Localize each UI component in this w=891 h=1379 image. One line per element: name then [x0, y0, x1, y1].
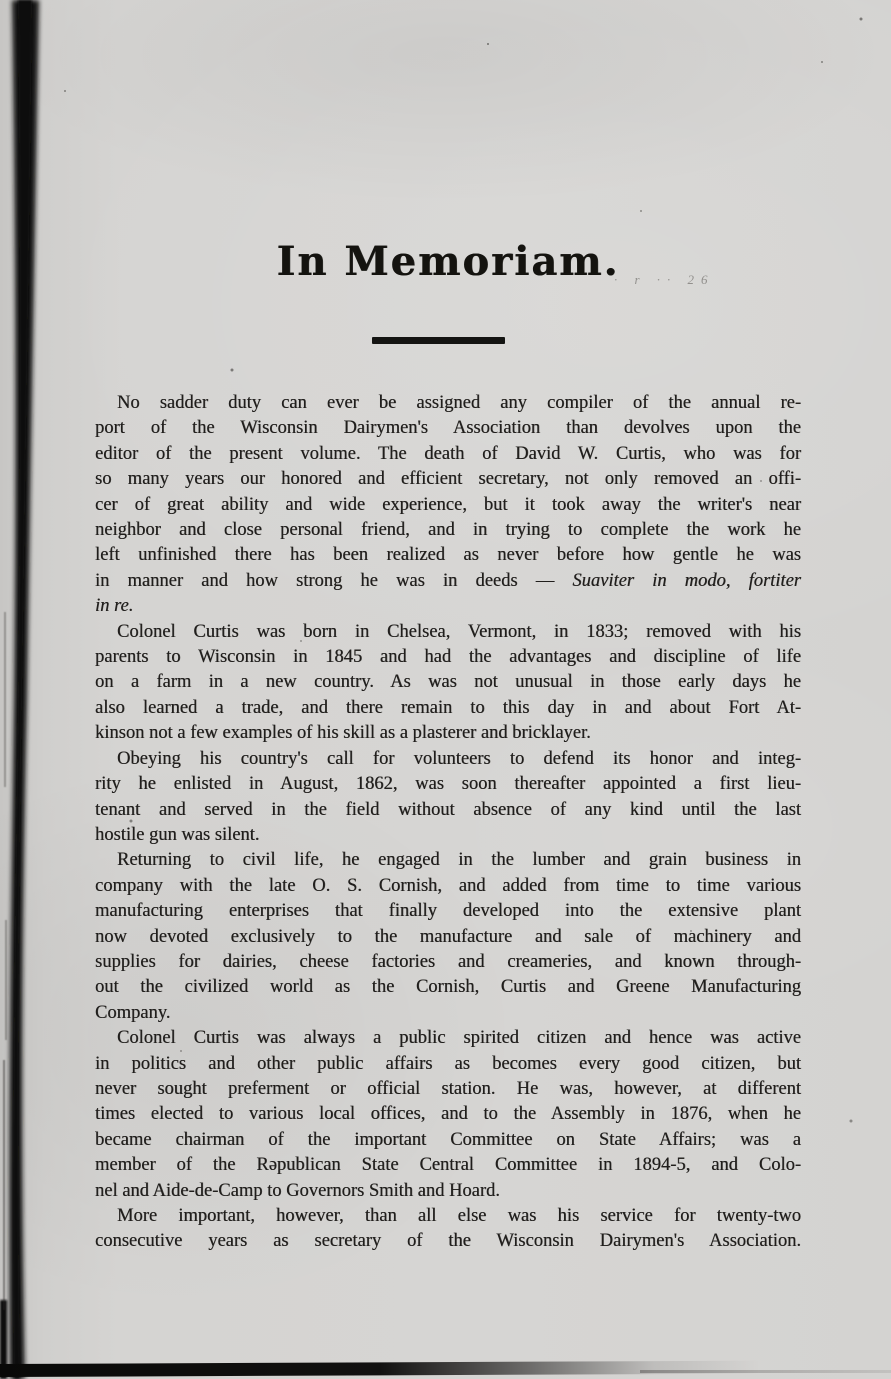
- text-line: nel and Aide-de-Camp to Governors Smith and Hoard.: [95, 1180, 500, 1201]
- paragraph: [95, 620, 801, 747]
- scratch-mark: [4, 612, 6, 787]
- paragraph: [95, 1026, 801, 1204]
- text-line: times elected to various local offices, and to the Assembly in 1876, when he: [95, 1104, 801, 1125]
- text-line: out the civilized world as the Cornish, Curtis and Greene Manufacturing: [95, 977, 801, 998]
- pencil-marks: · r ·· 26: [614, 272, 715, 287]
- text-line: port of the Wisconsin Dairymen's Association than devolves upon the: [95, 418, 801, 439]
- text-line: company with the late O. S. Cornish, and added from time to time various: [95, 875, 801, 896]
- dust-specks: [487, 43, 489, 45]
- text-line: More important, however, than all else was his service for twenty-two: [117, 1206, 801, 1226]
- text-line: now devoted exclusively to the manufacture and sale of machinery and: [95, 926, 801, 947]
- text-line: Colonel Curtis was born in Chelsea, Vermont, in 1833; removed with his: [117, 621, 801, 642]
- bottom-scan-edge: [0, 1361, 760, 1377]
- paragraph: [95, 848, 801, 1026]
- text-line: left unfinished there has been realized as never before how gentle he was: [95, 545, 801, 566]
- text-line: in politics and other public affairs as becomes every good citizen, but: [95, 1053, 801, 1074]
- text-line: cer of great ability and wide experience, but it took away the writer's near: [95, 494, 801, 515]
- text-line: rity he enlisted in August, 1862, was soon thereafter appointed a first lieu-: [95, 774, 801, 795]
- paragraph: [95, 747, 801, 849]
- scratch-mark: [3, 1060, 5, 1310]
- text-line: Obeying his country's call for volunteers to defend its honor and integ-: [117, 748, 801, 769]
- scratch-mark: [5, 920, 7, 1040]
- binding-shadow: [0, 0, 80, 1379]
- text-line: No sadder duty can ever be assigned any compiler of the annual re-: [117, 393, 801, 413]
- text-line: hostile gun was silent.: [95, 824, 260, 845]
- bottom-scan-edge-tail: [640, 1370, 891, 1373]
- title-divider-rule: [372, 337, 505, 344]
- text-line: on a farm in a new country. As was not unusual in those early days he: [95, 672, 801, 693]
- text-line: parents to Wisconsin in 1845 and had the advantages and discipline of life: [95, 647, 801, 668]
- text-line: never sought preferment or official station. He was, however, at different: [95, 1078, 801, 1099]
- text-line: also learned a trade, and there remain to this day in and about Fort At-: [95, 697, 801, 718]
- text-line: editor of the present volume. The death of David W. Curtis, who was for: [95, 443, 801, 464]
- text-line: consecutive years as secretary of the Wisconsin Dairymen's Association.: [95, 1231, 801, 1252]
- text-line: so many years our honored and efficient secretary, not only removed an offi-: [95, 469, 801, 490]
- text-line: kinson not a few examples of his skill as a plasterer and bricklayer.: [95, 723, 591, 744]
- text-line: in re.: [95, 596, 134, 617]
- text-line: in manner and how strong he was in deeds — Suaviter in modo, fortiter: [95, 570, 801, 591]
- text-line: Returning to civil life, he engaged in the lumber and grain business in: [117, 850, 801, 871]
- paragraph: [95, 1204, 801, 1255]
- page-body-text: [95, 391, 801, 1255]
- text-line: Colonel Curtis was always a public spirited citizen and hence was active: [117, 1028, 801, 1049]
- page-title: In Memoriam.: [276, 238, 620, 285]
- text-line: supplies for dairies, cheese factories and creameries, and known through-: [95, 951, 801, 972]
- paragraph: [95, 391, 801, 620]
- text-line: became chairman of the important Committee on State Affairs; was a: [95, 1129, 801, 1150]
- text-line: member of the Rəpublican State Central Committee in 1894-5, and Colo-: [95, 1155, 801, 1176]
- text-line: tenant and served in the field without absence of any kind until the last: [95, 799, 801, 820]
- text-line: neighbor and close personal friend, and in trying to complete the work he: [95, 520, 801, 541]
- text-line: manufacturing enterprises that finally developed into the extensive plant: [95, 901, 801, 922]
- text-line: Company.: [95, 1002, 171, 1023]
